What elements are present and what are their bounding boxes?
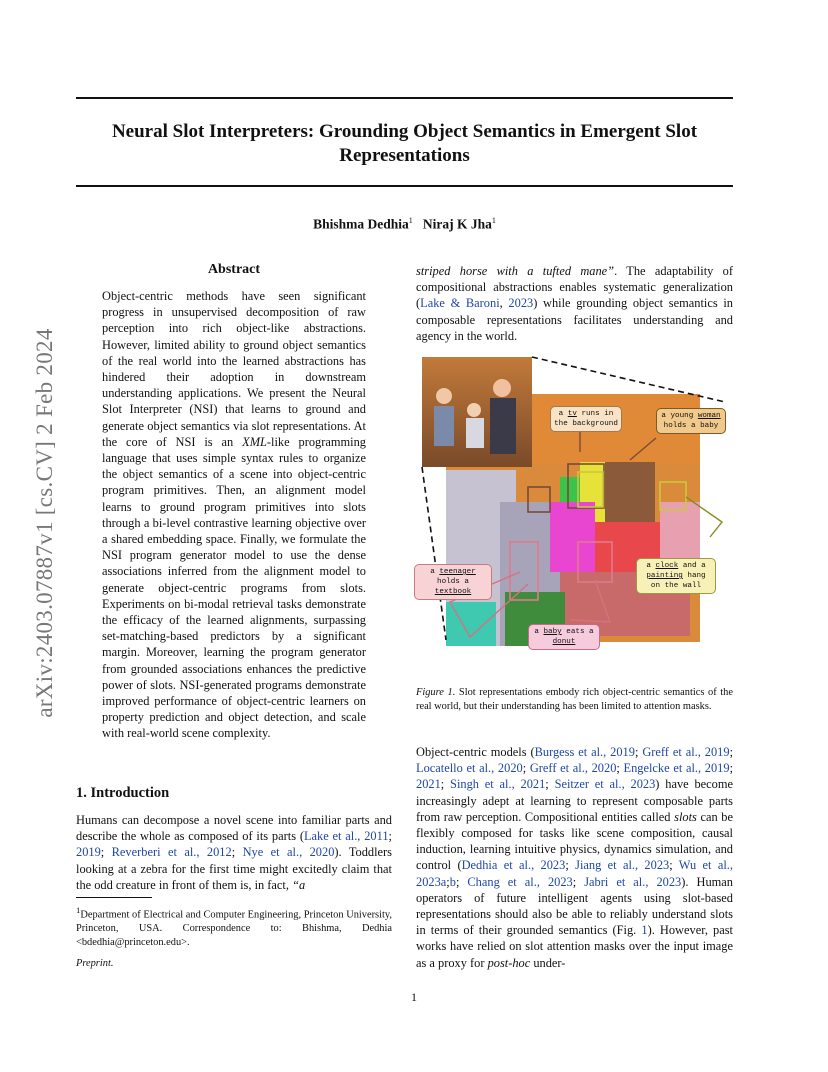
caption-bubble-baby: a baby eats a donut xyxy=(528,624,600,650)
title-line-1: Neural Slot Interpreters: Grounding Object Semantics in Emergent Slot xyxy=(111,121,698,142)
intro-paragraph: Humans can decompose a novel scene into familiar parts and describe the whole as composed of its parts (Lake et al., 2011; 2019; Reverberi et al., 2012; Nye et al., 2020). Toddlers looking at a zebra for the first time might excitedly claim that the odd creature in front of them is, in fact, “a xyxy=(76,813,393,892)
citation-link[interactable]: Reverberi et al., 2012 xyxy=(111,845,232,860)
section-heading-introduction: 1. Introduction xyxy=(76,785,170,801)
citation-link[interactable]: 2021 xyxy=(416,777,441,792)
preprint-label: Preprint. xyxy=(76,958,114,969)
footnote-rule xyxy=(76,897,152,898)
caption-bubble-teenager: a teenager holds a textbook xyxy=(414,564,492,600)
caption-bubble-tv: a tv runs in the background xyxy=(550,406,622,432)
citation-link[interactable]: Greff et al., 2020 xyxy=(529,761,617,776)
mask-region-magenta xyxy=(550,502,595,572)
title-line-2: Representations xyxy=(339,145,470,166)
citation-link[interactable]: Lake et al., 2011 xyxy=(303,829,389,844)
citation-link[interactable]: Jiang et al., 2023 xyxy=(575,858,670,873)
author-name: Bhishma Dedhia xyxy=(313,216,409,232)
figure-reference-link[interactable]: 1 xyxy=(641,923,648,938)
citation-link[interactable]: 2023 xyxy=(508,296,534,311)
citation-link[interactable]: Chang et al., 2023 xyxy=(467,874,573,889)
author-list xyxy=(76,216,733,233)
citation-link[interactable]: Wu et al., 2023a xyxy=(416,858,733,889)
affiliation-mark: 1 xyxy=(491,216,496,225)
citation-link[interactable]: Locatello et al., 2020 xyxy=(416,761,523,776)
figure-caption: Figure 1. Slot representations embody rich object-centric semantics of the real world, but their understanding has been limited to attention masks. xyxy=(416,687,733,712)
citation-link[interactable]: Dedhia et al., 2023 xyxy=(461,858,566,873)
citation-link[interactable]: Lake & Baroni xyxy=(420,296,500,311)
top-rule xyxy=(76,97,733,99)
title-bottom-rule xyxy=(76,185,733,187)
citation-link[interactable]: Nye et al., 2020 xyxy=(242,845,335,860)
footnote: $^1$Department of Electrical and Computer Engineering, Princeton University, Princeton, USA. Correspondence to: Bhishma, Dedhia <bdedhia@princeton.edu>. xyxy=(76,905,392,948)
caption-bubble-woman: a young woman holds a baby xyxy=(656,408,726,434)
arxiv-identifier: arXiv:2403.07887v1 [cs.CV] 2 Feb 2024 xyxy=(32,328,57,718)
citation-link[interactable]: Greff et al., 2019 xyxy=(642,745,730,759)
citation-link[interactable]: Burgess et al., 2019 xyxy=(534,745,635,759)
right-column-body: Object-centric models (Burgess et al., 2019; Greff et al., 2019; Locatello et al., 2020; Greff et al., 2020; Engelcke et al., 2019; 2021; Singh et al., 2021; Seitzer et al., 2023) have become increasingly adept at learning to represent composable parts from raw perception. Compositional entities called slots can be flexibly composed for tasks like scene composition, causal induction, learning intuitive physics, dynamics simulation, and control (Dedhia et al., 2023; Jiang et al., 2023; Wu et al., 2023a;b; Chang et al., 2023; Jabri et al., 2023). Human operators of future intelligent agents using slot-based representations should also be able to reliably understand slots in terms of their grounded semantics (Fig. 1). However, past works have relied on slot attention masks over the input image as a proxy for post-hoc under- xyxy=(416,745,734,970)
mask-region-pink xyxy=(660,502,700,562)
right-column-opening: striped horse with a tufted mane”. The adaptability of compositional abstractions enables systematic generalization (Lake & Baroni, 2023) while grounding object semantics in composable representations facilitates understanding and agency in the world. xyxy=(416,264,733,343)
citation-link[interactable]: Singh et al., 2021 xyxy=(450,777,546,792)
paper-title xyxy=(76,120,733,168)
figure-1 xyxy=(410,352,740,680)
page-number: 1 xyxy=(411,990,417,1004)
abstract-text: Object-centric methods have seen significant progress in unsupervised decomposition of raw perception into rich object-like abstractions. However, limited ability to ground object semantics of the real world into the learned abstractions has hindered their adoption in downstream understanding applications. We present the Neural Slot Interpreter (NSI) that learns to ground and generate object semantics via slot representations. At the core of NSI is an XML-like programming language that uses simple syntax rules to organize the object semantics of a scene into object-centric program primitives. Then, an alignment model learns to ground program primitives into slots through a bi-level contrastive learning objective over a shared embedding space. Finally, we formulate the NSI program generator model to use the dense associations inferred from the alignment model to generate object-centric programs from slots. Experiments on bi-modal retrieval tasks demonstrate the efficacy of the learned alignments, surpassing set-matching-based predictors by a significant margin. Moreover, learning the program generator from grounded associations enhances the predictive power of slots. NSI-generated programs demonstrate improved performance of object-centric learners on property prediction and object detection, and scale with real-world scene complexity. xyxy=(102,289,366,741)
citation-link[interactable]: b xyxy=(449,874,456,889)
caption-bubble-clock: a clock and a painting hang on the wall xyxy=(636,558,716,594)
citation-link[interactable]: Engelcke et al., 2019 xyxy=(623,761,730,776)
citation-link[interactable]: 2019 xyxy=(76,845,101,860)
abstract-heading: Abstract xyxy=(207,262,261,277)
citation-link[interactable]: Seitzer et al., 2023 xyxy=(554,777,656,792)
affiliation-mark: 1 xyxy=(408,216,413,225)
author-name: Niraj K Jha xyxy=(422,216,492,232)
citation-link[interactable]: Jabri et al., 2023 xyxy=(584,874,682,889)
